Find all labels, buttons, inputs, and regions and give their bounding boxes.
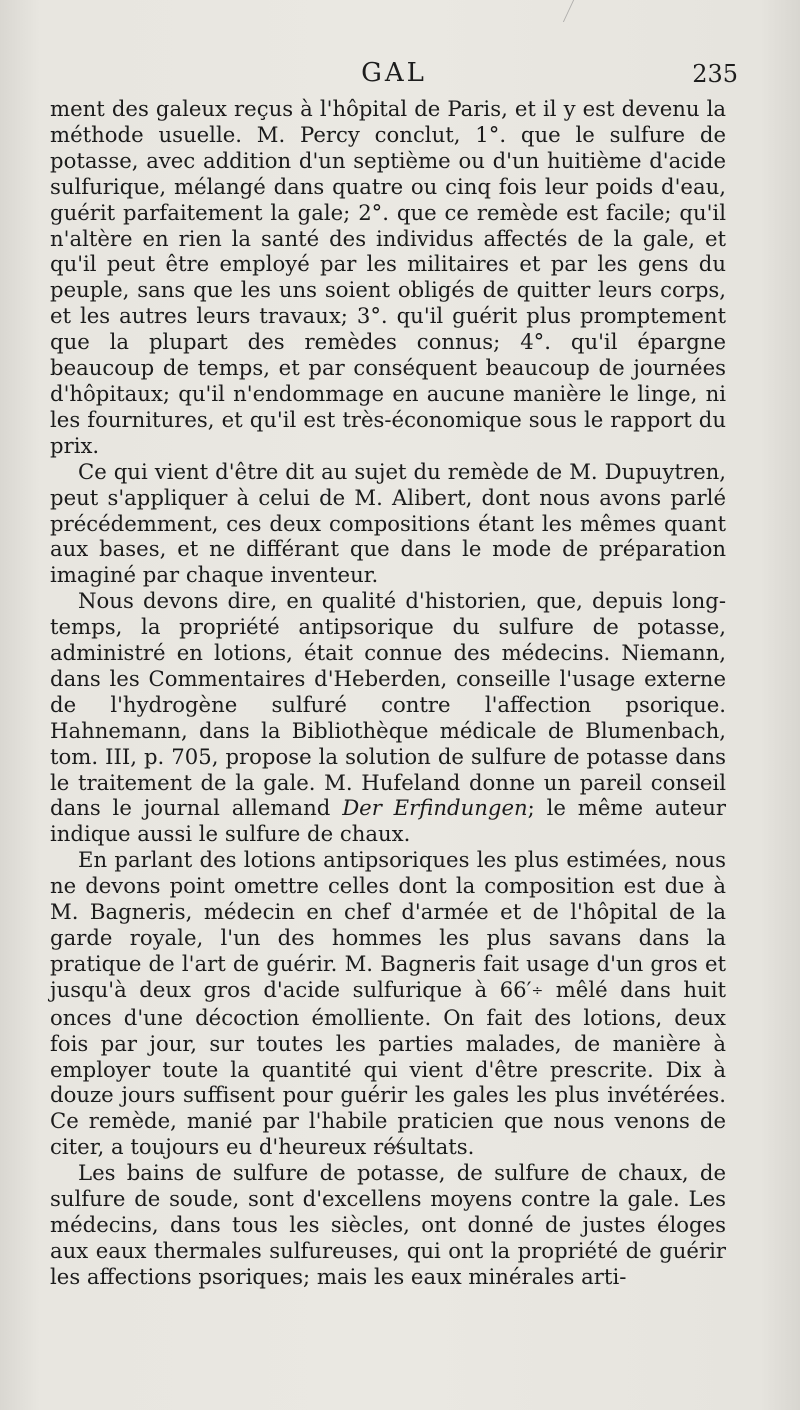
paragraph-1: ment des galeux reçus à l'hôpital de Paris, et il y est devenu la méthode usuelle. M. Percy conclut, 1°. que le sulfure de potasse, avec addition d'un septième ou d'un huitième d'acide sulfurique, mélangé dans quatre ou cinq fois leur poids d'eau, guérit parfaitement la gale; 2°. que ce remède est facile; qu'il n'altère en rien la santé des individus affectés de la gale, et qu'il peut être employé par les militaires et par les gens du peuple, sans que les uns soient obligés de quitter leurs corps, et les autres leurs travaux; 3°. qu'il guérit plus promptement que la plupart des remèdes connus; 4°. qu'il épargne beaucoup de temps, et par conséquent beaucoup de journées d'hôpitaux; qu'il n'endommage en aucune manière le linge, ni les fournitures, et qu'il est très-économique sous le rapport du prix. bbox=[50, 96, 726, 458]
paragraph-2: Ce qui vient d'être dit au sujet du remède de M. Dupuytren, peut s'appliquer à celui de M. Alibert, dont nous avons parlé précédemment, ces deux compositions étant les mêmes quant aux bases, et ne différant que dans le mode de préparation imaginé par chaque inventeur. bbox=[50, 458, 726, 588]
ink-mark bbox=[555, 0, 574, 22]
paragraph-3 bbox=[50, 588, 726, 847]
paragraph-3-text-after: ; le même auteur indique aussi le sulfure de chaux. bbox=[50, 795, 726, 847]
page-number: 235 bbox=[692, 60, 738, 88]
paragraph-5: Les bains de sulfure de potasse, de sulfure de chaux, de sulfure de soude, sont d'excellens moyens contre la gale. Les médecins, dans tous les siècles, ont donné de justes éloges aux eaux thermales sulfureuses, qui ont la propriété de guérir les affections psoriques; mais les eaux minérales arti- bbox=[50, 1160, 726, 1289]
paragraph-4-fraction: ÷ bbox=[531, 982, 544, 999]
paragraph-4-text-before: En parlant des lotions antipsoriques les plus estimées, nous ne devons point omettre celles dont la composition est due à M. Bagneris, médecin en chef d'armée et de l'hôpital de la garde royale, l'un des hommes les plus savans dans la pratique de l'art de guérir. M. Bagneris fait usage d'un gros et jusqu'à deux gros d'acide sulfurique à 66′ bbox=[50, 847, 726, 1002]
body-text bbox=[50, 96, 726, 1290]
paragraph-4-text-after: mêlé dans huit onces d'une décoction émolliente. On fait des lotions, deux fois par jour, sur toutes les parties malades, de manière à employer toute la quantité qui vient d'être prescrite. Dix à douze jours suffisent pour guérir les gales les plus invétérées. Ce remède, manié par l'habile praticien que nous venons de citer, a toujours eu d'heureux résultats. bbox=[50, 976, 726, 1160]
running-head: GAL bbox=[361, 58, 427, 88]
paragraph-3-journal-title: Der Erfindungen bbox=[342, 795, 528, 821]
paragraph-3-text-before: Nous devons dire, en qualité d'historien, que, depuis long-temps, la propriété antipsorique du sulfure de potasse, administré en lotions, était connue des médecins. Niemann, dans les Commentaires d'Heberden, conseille l'usage externe de l'hydrogène sulfuré contre l'affection psorique. Hahnemann, dans la Bibliothèque médicale de Blumenbach, tom. III, p. 705, propose la solution de sulfure de potasse dans le traitement de la gale. M. Hufeland donne un pareil conseil dans le journal allemand bbox=[50, 588, 726, 821]
page-header bbox=[50, 58, 738, 98]
paragraph-4 bbox=[50, 847, 726, 1160]
